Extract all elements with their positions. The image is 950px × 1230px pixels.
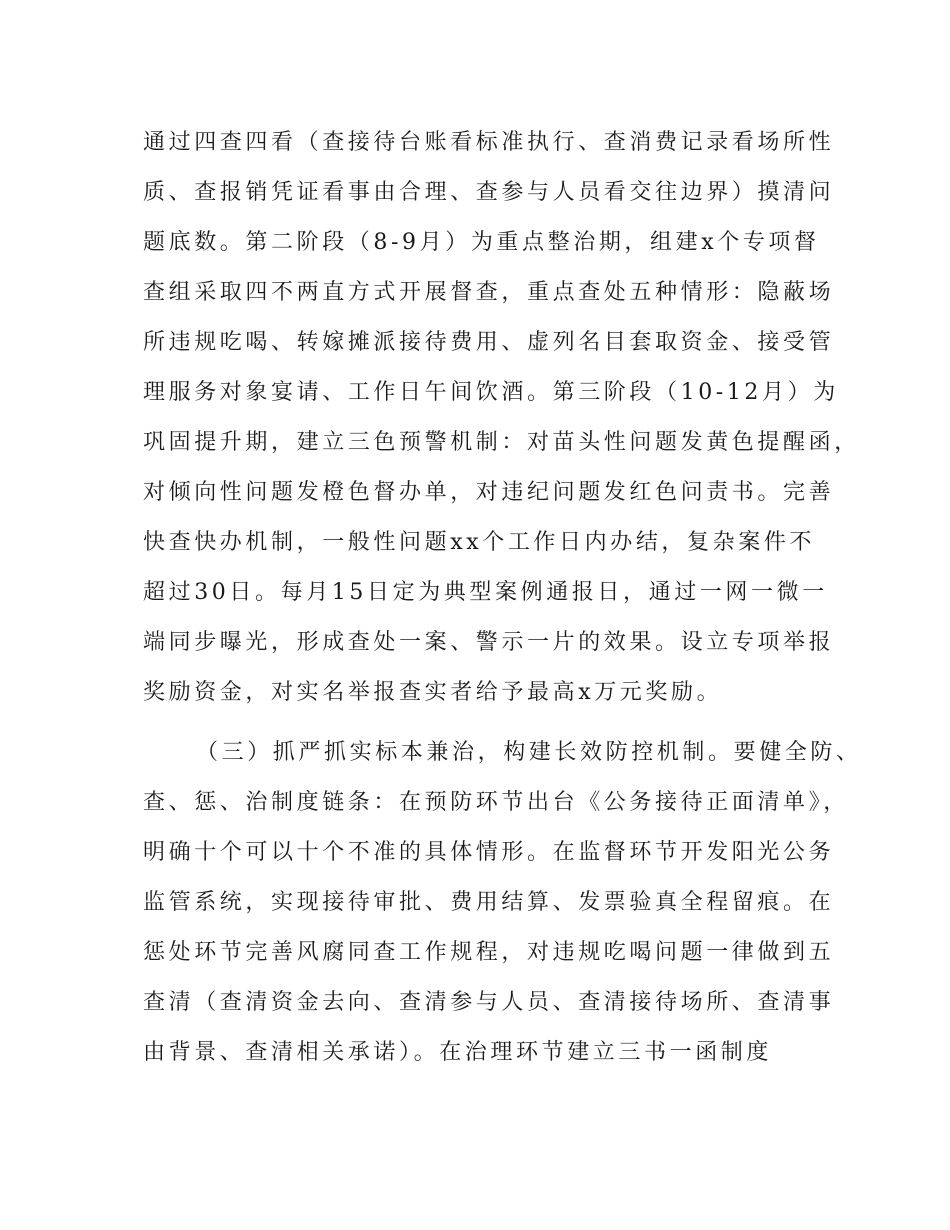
text-line: 由背景、查清相关承诺）。在治理环节建立三书一函制度: [143, 1040, 773, 1065]
text-line: 监管系统，实现接待审批、费用结算、发票验真全程留痕。在: [143, 890, 835, 915]
text-line: 巩固提升期，建立三色预警机制：对苗头性问题发黄色提醒函，: [143, 430, 860, 455]
text-line: 查清（查清资金去向、查清参与人员、查清接待场所、查清事: [143, 990, 835, 1015]
text-line: 对倾向性问题发橙色督办单，对违纪问题发红色问责书。完善: [143, 480, 835, 505]
text-line: 所违规吃喝、转嫁摊派接待费用、虚列名目套取资金、接受管: [143, 330, 835, 355]
section-heading-line: （三）抓严抓实标本兼治，构建长效防控机制。要健全防、: [196, 740, 862, 765]
text-line: 题底数。第二阶段（8-9月）为重点整治期，组建x个专项督: [143, 230, 820, 255]
text-line: 超过30日。每月15日定为典型案例通报日，通过一网一微一: [143, 580, 828, 605]
text-line: 通过四查四看（查接待台账看标准执行、查消费记录看场所性: [143, 130, 835, 155]
text-line: 查组采取四不两直方式开展督查，重点查处五种情形：隐蔽场: [143, 280, 835, 305]
text-line: 质、查报销凭证看事由合理、查参与人员看交往边界）摸清问: [143, 180, 835, 205]
text-line: 惩处环节完善风腐同查工作规程，对违规吃喝问题一律做到五: [143, 940, 835, 965]
text-line: 端同步曝光，形成查处一案、警示一片的效果。设立专项举报: [143, 630, 835, 655]
text-line: 查、惩、治制度链条：在预防环节出台《公务接待正面清单》，: [143, 790, 849, 815]
text-line: 奖励资金，对实名举报查实者给予最高x万元奖励。: [143, 680, 723, 705]
text-line: 快查快办机制，一般性问题xx个工作日内办结，复杂案件不: [143, 530, 816, 555]
text-line: 明确十个可以十个不准的具体情形。在监督环节开发阳光公务: [143, 840, 835, 865]
text-line: 理服务对象宴请、工作日午间饮酒。第三阶段（10-12月）为: [143, 380, 839, 405]
